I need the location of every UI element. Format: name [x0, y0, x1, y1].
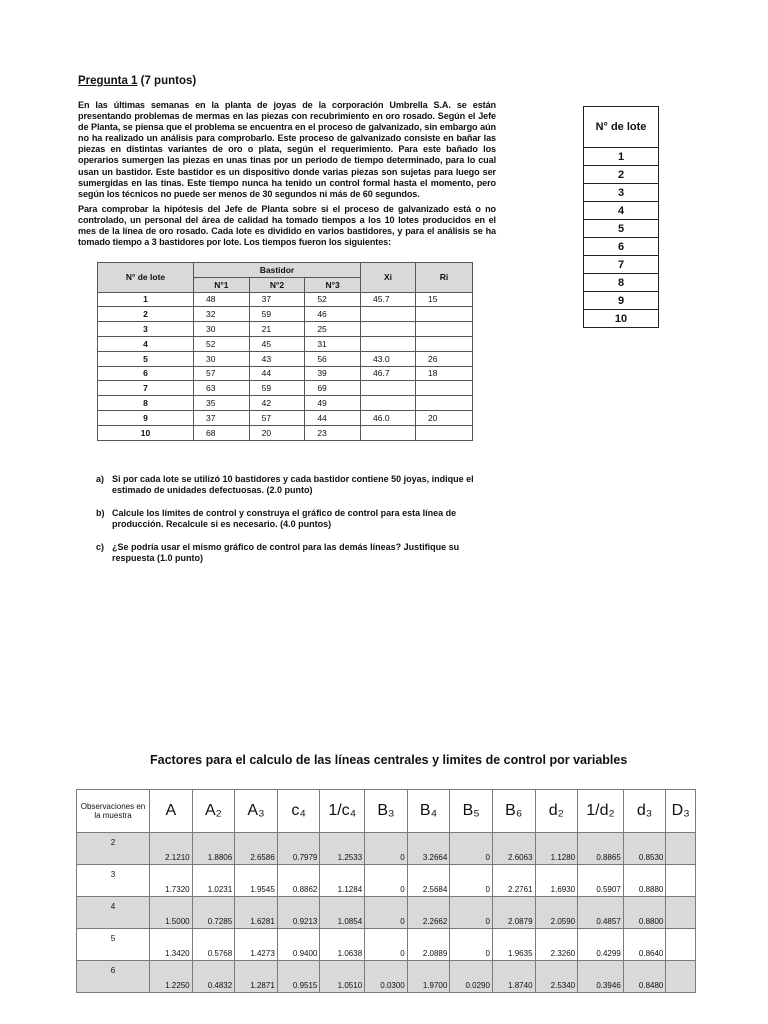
times-cell-ri — [416, 396, 473, 411]
factors-value-cell: 0.8800 — [623, 897, 666, 929]
times-cell-n3: 52 — [305, 292, 361, 307]
factors-value-cell: 1.2533 — [320, 833, 365, 865]
times-cell-ri — [416, 381, 473, 396]
times-cell-xi: 45.7 — [361, 292, 416, 307]
question-b-text: Calcule los límites de control y construya el gráfico de control para esta línea de producción. Recalcule si es necesario. (4.0 puntos) — [112, 508, 457, 529]
factors-value-cell: 0.9213 — [277, 897, 320, 929]
factors-n-cell: 4 — [77, 897, 150, 929]
times-table — [97, 262, 473, 441]
factors-value-cell: 2.3260 — [535, 929, 578, 961]
factors-value-cell: 1.4273 — [235, 929, 278, 961]
factors-value-cell: 0.5768 — [192, 929, 235, 961]
times-row — [98, 322, 473, 337]
factors-value-cell: 1.9700 — [407, 961, 450, 993]
header-bastidor: Bastidor — [194, 263, 361, 278]
factors-header: 1/c₄ — [320, 790, 365, 833]
times-cell-lote: 7 — [98, 381, 194, 396]
times-cell-n2: 42 — [249, 396, 305, 411]
times-cell-n3: 23 — [305, 425, 361, 440]
times-cell-n1: 35 — [194, 396, 250, 411]
times-cell-xi — [361, 322, 416, 337]
factors-value-cell: 2.1210 — [150, 833, 193, 865]
times-cell-lote: 8 — [98, 396, 194, 411]
factors-value-cell: 1.2250 — [150, 961, 193, 993]
times-cell-n1: 48 — [194, 292, 250, 307]
times-cell-lote: 6 — [98, 366, 194, 381]
factors-title: Factores para el calculo de las líneas centrales y limites de control por variables — [150, 753, 628, 767]
factors-value-cell: 0 — [365, 897, 408, 929]
factors-value-cell: 0.8880 — [623, 865, 666, 897]
factors-value-cell: 1.1280 — [535, 833, 578, 865]
factors-value-cell: 0 — [450, 929, 493, 961]
lote-cell: 3 — [584, 184, 659, 202]
factors-value-cell: 0 — [365, 833, 408, 865]
lote-table — [583, 106, 659, 328]
question-a-letter: a) — [96, 474, 105, 484]
header-n1: N°1 — [194, 277, 250, 292]
factors-value-cell: 1.9545 — [235, 865, 278, 897]
times-cell-ri — [416, 425, 473, 440]
factors-value-cell: 0.7979 — [277, 833, 320, 865]
factors-n-cell: 3 — [77, 865, 150, 897]
lote-cell: 8 — [584, 274, 659, 292]
times-cell-n2: 45 — [249, 336, 305, 351]
times-cell-xi: 46.0 — [361, 410, 416, 425]
times-cell-n3: 39 — [305, 366, 361, 381]
times-row — [98, 292, 473, 307]
factors-header: 1/d₂ — [578, 790, 624, 833]
factors-value-cell: 0.4857 — [578, 897, 624, 929]
header-lote: N° de lote — [98, 263, 194, 293]
times-cell-n1: 57 — [194, 366, 250, 381]
times-row — [98, 410, 473, 425]
question-c — [96, 542, 496, 564]
factors-header: B₆ — [492, 790, 535, 833]
times-cell-n2: 59 — [249, 381, 305, 396]
factors-value-cell: 0.8530 — [623, 833, 666, 865]
times-cell-xi — [361, 336, 416, 351]
times-cell-n2: 57 — [249, 410, 305, 425]
factors-header: A₃ — [235, 790, 278, 833]
factors-header: B₅ — [450, 790, 493, 833]
times-row — [98, 366, 473, 381]
times-row — [98, 425, 473, 440]
times-cell-n3: 31 — [305, 336, 361, 351]
factors-value-cell: 2.0889 — [407, 929, 450, 961]
factors-value-cell: 2.5340 — [535, 961, 578, 993]
paragraph-context: En las últimas semanas en la planta de joyas de la corporación Umbrella S.A. se están presentando problemas de mermas en las piezas con recubrimiento en oro rosado. Según el Jefe de Planta, se piensa que el problema se encuentra en el proceso de galvanizado, sin embargo aún no ha realizado un análisis para comprobarlo. Este proceso de galvanizado consiste en bañar las piezas en distintas variantes de oro o plata, según el requerimiento. Para este bañado los operarios sumergen las piezas en unas tinas por un periodo de tiempo determinado, para lo cual usan un bastidor. Este bastidor es un dispositivo donde varias piezas son sujetas para luego ser sumergidas en las tinas. Este tiempo nunca ha tenido un control formal hasta el momento, pero según los técnicos no puede ser menos de 30 segundos ni más de 60 segundos. — [78, 100, 496, 199]
times-cell-n3: 46 — [305, 307, 361, 322]
factors-value-cell: 2.6586 — [235, 833, 278, 865]
times-cell-lote: 3 — [98, 322, 194, 337]
lote-cell: 9 — [584, 292, 659, 310]
lote-cell: 1 — [584, 148, 659, 166]
factors-value-cell: 1.0231 — [192, 865, 235, 897]
factors-value-cell: 1.3420 — [150, 929, 193, 961]
lote-cell: 6 — [584, 238, 659, 256]
times-cell-lote: 5 — [98, 351, 194, 366]
factors-value-cell: 2.2761 — [492, 865, 535, 897]
times-cell-ri: 18 — [416, 366, 473, 381]
factors-value-cell: 1.8740 — [492, 961, 535, 993]
times-cell-n3: 49 — [305, 396, 361, 411]
times-cell-n2: 59 — [249, 307, 305, 322]
times-cell-xi — [361, 381, 416, 396]
factors-n-cell: 2 — [77, 833, 150, 865]
factors-value-cell: 1.6930 — [535, 865, 578, 897]
times-cell-lote: 1 — [98, 292, 194, 307]
times-row — [98, 396, 473, 411]
header-n2: N°2 — [249, 277, 305, 292]
times-row — [98, 381, 473, 396]
factors-value-cell: 0.3946 — [578, 961, 624, 993]
times-cell-n3: 44 — [305, 410, 361, 425]
factors-value-cell — [666, 833, 696, 865]
times-cell-n2: 21 — [249, 322, 305, 337]
times-cell-lote: 9 — [98, 410, 194, 425]
factors-value-cell: 1.5000 — [150, 897, 193, 929]
factors-value-cell: 0.9400 — [277, 929, 320, 961]
times-cell-xi — [361, 396, 416, 411]
factors-value-cell: 2.5684 — [407, 865, 450, 897]
header-n3: N°3 — [305, 277, 361, 292]
times-cell-n3: 69 — [305, 381, 361, 396]
factors-value-cell: 2.0590 — [535, 897, 578, 929]
factors-value-cell: 0.8480 — [623, 961, 666, 993]
times-cell-n2: 44 — [249, 366, 305, 381]
times-cell-ri: 26 — [416, 351, 473, 366]
factors-value-cell: 2.2662 — [407, 897, 450, 929]
lote-cell: 10 — [584, 310, 659, 328]
factors-value-cell: 1.7320 — [150, 865, 193, 897]
factors-header: B₃ — [365, 790, 408, 833]
factors-value-cell: 0 — [450, 833, 493, 865]
factors-value-cell: 3.2664 — [407, 833, 450, 865]
factors-value-cell: 0.8640 — [623, 929, 666, 961]
factors-row — [77, 865, 696, 897]
factors-row — [77, 833, 696, 865]
question-b-letter: b) — [96, 508, 105, 518]
lote-table-header: N° de lote — [584, 107, 659, 148]
paragraph-method: Para comprobar la hipótesis del Jefe de Planta sobre si el proceso de galvanizado está o no controlado, un personal del área de calidad ha tomado tiempos a los 10 lotes producidos en el mes de la línea de oro rosado. Cada lote es dividido en varios bastidores, y para el análisis se ha tomado tiempo a 3 bastidores por lote. Los tiempos fueron los siguientes: — [78, 204, 496, 248]
factors-value-cell: 1.9635 — [492, 929, 535, 961]
factors-value-cell: 0.7285 — [192, 897, 235, 929]
factors-n-cell: 6 — [77, 961, 150, 993]
times-cell-n1: 30 — [194, 351, 250, 366]
times-cell-n1: 37 — [194, 410, 250, 425]
factors-value-cell: 0.4832 — [192, 961, 235, 993]
factors-value-cell — [666, 865, 696, 897]
times-cell-n2: 37 — [249, 292, 305, 307]
times-row — [98, 307, 473, 322]
times-cell-lote: 10 — [98, 425, 194, 440]
times-row — [98, 351, 473, 366]
times-cell-n1: 32 — [194, 307, 250, 322]
factors-header: B₄ — [407, 790, 450, 833]
times-cell-ri — [416, 336, 473, 351]
times-cell-xi: 43.0 — [361, 351, 416, 366]
factors-n-cell: 5 — [77, 929, 150, 961]
factors-value-cell: 0.5907 — [578, 865, 624, 897]
factors-obs-header: Observaciones en la muestra — [77, 790, 150, 833]
factors-value-cell: 0.9515 — [277, 961, 320, 993]
times-cell-ri: 15 — [416, 292, 473, 307]
question-b — [96, 508, 496, 530]
question-list — [96, 474, 496, 576]
question-c-text: ¿Se podría usar el mismo gráfico de control para las demás líneas? Justifique su respuesta (1.0 punto) — [112, 542, 460, 563]
times-cell-n1: 30 — [194, 322, 250, 337]
factors-value-cell: 1.2871 — [235, 961, 278, 993]
factors-value-cell — [666, 961, 696, 993]
factors-value-cell — [666, 929, 696, 961]
factors-value-cell: 0.8865 — [578, 833, 624, 865]
factors-value-cell: 0.4299 — [578, 929, 624, 961]
times-cell-n3: 56 — [305, 351, 361, 366]
lote-cell: 7 — [584, 256, 659, 274]
factors-header: A₂ — [192, 790, 235, 833]
times-cell-lote: 4 — [98, 336, 194, 351]
times-cell-xi: 46.7 — [361, 366, 416, 381]
factors-value-cell: 0 — [450, 897, 493, 929]
factors-value-cell: 1.0854 — [320, 897, 365, 929]
factors-table-wrapper — [76, 789, 690, 990]
factors-value-cell: 1.0638 — [320, 929, 365, 961]
header-xi: Xi — [361, 263, 416, 293]
question-number: Pregunta 1 — [78, 75, 138, 87]
question-c-letter: c) — [96, 542, 105, 552]
factors-row — [77, 929, 696, 961]
factors-header: d₃ — [623, 790, 666, 833]
times-cell-n1: 68 — [194, 425, 250, 440]
times-cell-n3: 25 — [305, 322, 361, 337]
question-points: (7 puntos) — [137, 75, 197, 87]
factors-header: d₂ — [535, 790, 578, 833]
times-cell-n1: 63 — [194, 381, 250, 396]
factors-value-cell: 0 — [365, 929, 408, 961]
factors-row — [77, 897, 696, 929]
factors-value-cell: 1.8806 — [192, 833, 235, 865]
factors-value-cell: 0.0300 — [365, 961, 408, 993]
factors-header: A — [150, 790, 193, 833]
factors-value-cell: 2.0879 — [492, 897, 535, 929]
lote-cell: 4 — [584, 202, 659, 220]
times-cell-xi — [361, 425, 416, 440]
times-cell-n2: 20 — [249, 425, 305, 440]
factors-value-cell: 2.6063 — [492, 833, 535, 865]
factors-value-cell: 0.8862 — [277, 865, 320, 897]
factors-value-cell: 1.0510 — [320, 961, 365, 993]
times-cell-ri — [416, 307, 473, 322]
times-cell-xi — [361, 307, 416, 322]
factors-value-cell: 1.1284 — [320, 865, 365, 897]
question-a — [96, 474, 496, 496]
factors-header: D₃ — [666, 790, 696, 833]
times-cell-lote: 2 — [98, 307, 194, 322]
times-row — [98, 336, 473, 351]
times-cell-ri: 20 — [416, 410, 473, 425]
factors-value-cell — [666, 897, 696, 929]
factors-value-cell: 0 — [365, 865, 408, 897]
times-cell-n1: 52 — [194, 336, 250, 351]
question-a-text: Si por cada lote se utilizó 10 bastidores y cada bastidor contiene 50 joyas, indique el estimado de unidades defectuosas. (2.0 punto) — [112, 474, 474, 495]
lote-cell: 2 — [584, 166, 659, 184]
factors-value-cell: 0.0290 — [450, 961, 493, 993]
times-cell-n2: 43 — [249, 351, 305, 366]
factors-value-cell: 1.6281 — [235, 897, 278, 929]
factors-table — [76, 789, 696, 993]
question-title — [78, 75, 196, 87]
lote-cell: 5 — [584, 220, 659, 238]
factors-row — [77, 961, 696, 993]
factors-header: c₄ — [277, 790, 320, 833]
times-cell-ri — [416, 322, 473, 337]
header-ri: Ri — [416, 263, 473, 293]
factors-value-cell: 0 — [450, 865, 493, 897]
